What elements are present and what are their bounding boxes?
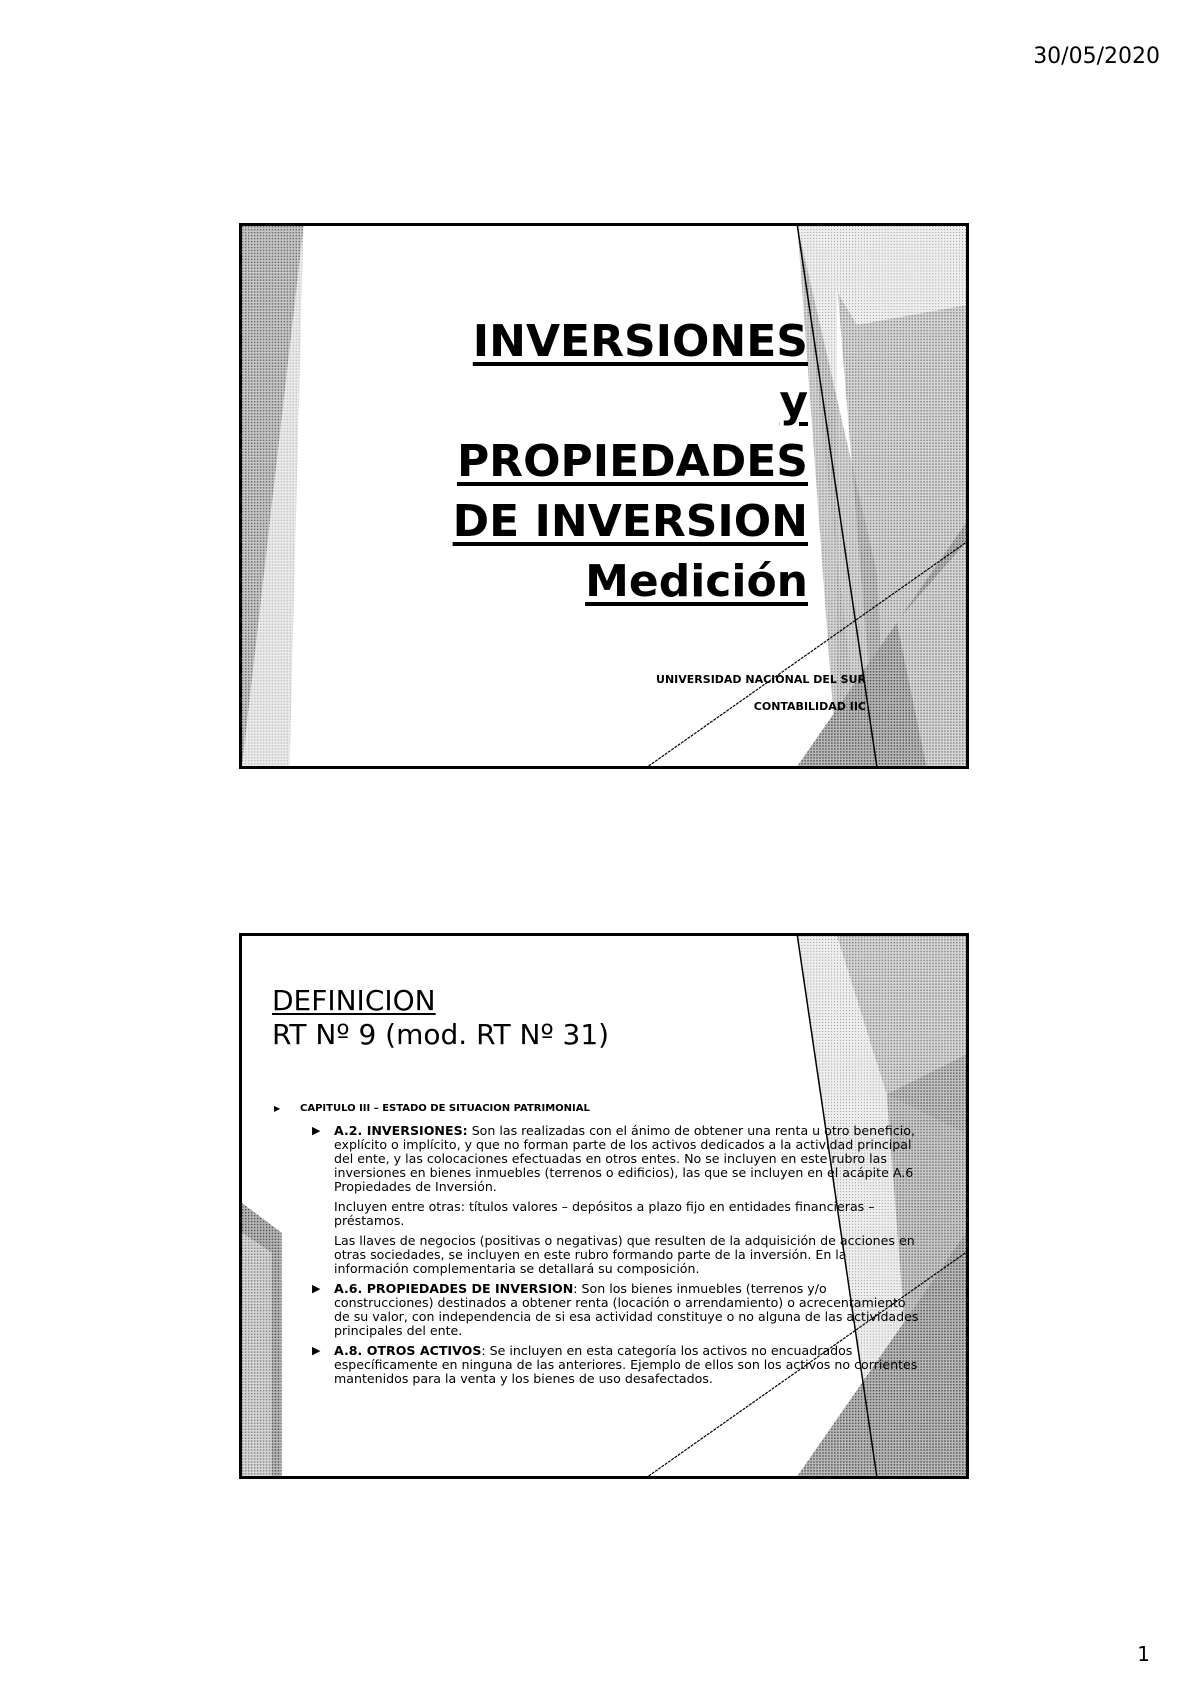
slide-title-text: [453, 312, 808, 612]
bullet-arrow-icon: ▶: [312, 1124, 321, 1137]
title-line-3: PROPIEDADES: [456, 436, 808, 487]
slide-subtitle: [656, 666, 866, 720]
a6-label: A.6. PROPIEDADES DE INVERSION: [334, 1281, 574, 1296]
subtitle-university: UNIVERSIDAD NACIONAL DEL SUR: [656, 673, 866, 686]
a8-text: : Se incluyen en esta categoría los activos no encuadrados específicamente en ninguna de las anteriores. Ejemplo de ellos son los activos no corrientes mantenidos para la venta y los bienes de uso desafectados.: [334, 1343, 918, 1386]
a8-label: A.8. OTROS ACTIVOS: [334, 1343, 482, 1358]
heading-rt: RT Nº 9 (mod. RT Nº 31): [272, 1018, 610, 1051]
title-line-4: DE INVERSION: [452, 496, 808, 547]
a2-paragraph-3: Las llaves de negocios (positivas o negativas) que resulten de la adquisición de acciones en otras sociedades, se incluyen en este rubro formando parte de la inversión. En la información complementaria se detallará su composición.: [334, 1233, 915, 1276]
subtitle-course: CONTABILIDAD IIC: [753, 700, 866, 713]
a2-label: A.2. INVERSIONES:: [334, 1123, 468, 1138]
bullet-arrow-icon: ▶: [312, 1282, 321, 1295]
title-line-1: INVERSIONES: [472, 316, 808, 367]
title-line-2: y: [779, 376, 808, 427]
heading-definicion: DEFINICION: [272, 984, 436, 1017]
title-line-5: Medición: [585, 556, 808, 607]
bullet-arrow-icon: ▶: [312, 1344, 321, 1357]
slide-heading: [272, 984, 609, 1052]
a2-text: Son las realizadas con el ánimo de obtener una renta u otro beneficio, explícito o implícito, y que no forman parte de los activos dedicados a la actividad principal del ente, y las colocaciones efectuadas en otros entes. No se incluyen en este rubro las inversiones en bienes inmuebles (terrenos o edificios), las que se incluyen en el acápite A.6 Propiedades de Inversión.: [334, 1123, 915, 1194]
page-number: 1: [1137, 1642, 1150, 1666]
list-item-a2: [274, 1124, 922, 1194]
slide-title: [239, 223, 969, 769]
page-date: 30/05/2020: [1033, 44, 1160, 69]
list-item-a8: [274, 1344, 922, 1386]
slide-definition: [239, 933, 969, 1479]
a6-text: : Son los bienes inmuebles (terrenos y/o construcciones) destinados a obtener renta (locación o arrendamiento) o acrecentamiento de su valor, con independencia de si esa actividad constituye o no alguna de las actividades principales del ente.: [334, 1281, 919, 1338]
list-item-a6: [274, 1282, 922, 1338]
slide-content: [274, 1102, 922, 1392]
a2-paragraph-2: Incluyen entre otras: títulos valores – depósitos a plazo fijo en entidades financieras – préstamos.: [334, 1199, 875, 1228]
chapter-bullet: ▶ CAPITULO III – ESTADO DE SITUACION PATRIMONIAL: [274, 1102, 922, 1116]
